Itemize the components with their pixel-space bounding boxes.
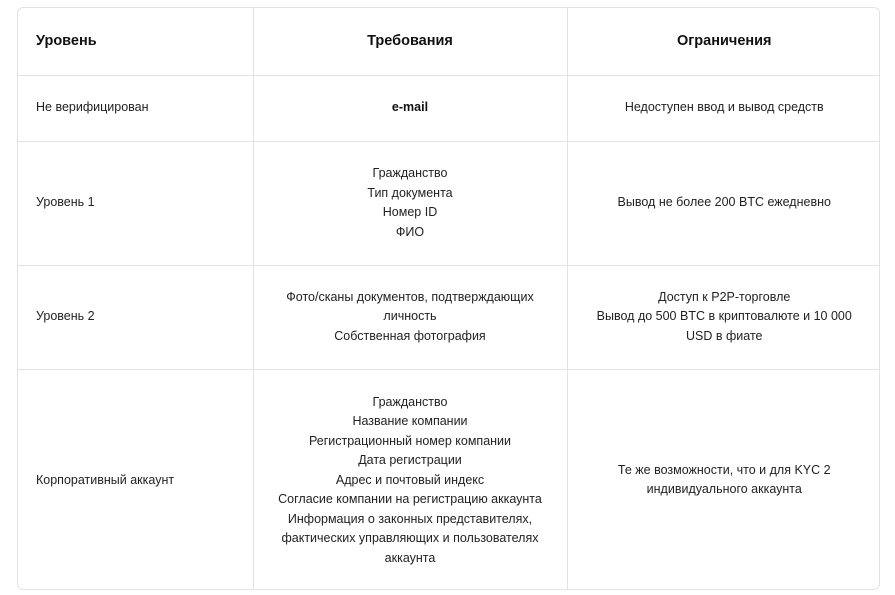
table-row <box>18 141 880 265</box>
requirement-line: Номер ID <box>382 205 438 219</box>
requirement-line: Название компании <box>352 414 468 428</box>
requirements-cell <box>253 141 567 265</box>
header-limits: Ограничения <box>567 8 880 75</box>
requirement-line: e-mail <box>391 100 429 115</box>
requirement-line: Фото/сканы документов, подтверждающих <box>286 289 534 304</box>
requirement-line: Гражданство <box>372 166 448 180</box>
requirement-line: Тип документа <box>367 185 453 200</box>
levels-table <box>18 8 880 590</box>
limit-line: Вывод до 500 BTC в криптовалюте и 10 000 <box>596 309 852 324</box>
requirement-line: Гражданство <box>372 394 448 409</box>
requirement-line: Информация о законных представителях, <box>287 511 533 526</box>
requirement-line: личность <box>383 309 437 324</box>
requirement-line: Дата регистрации <box>358 453 462 467</box>
requirements-cell <box>253 75 567 141</box>
limit-line: индивидуального аккаунта <box>646 482 802 497</box>
level-cell: Уровень 1 <box>18 141 253 265</box>
requirements-cell <box>253 265 567 369</box>
requirement-line: ФИО <box>395 224 425 239</box>
requirement-line: Согласие компании на регистрацию аккаунта <box>278 492 542 506</box>
level-cell: Уровень 2 <box>18 265 253 369</box>
limits-cell <box>567 369 880 590</box>
requirements-cell <box>253 369 567 590</box>
level-cell: Корпоративный аккаунт <box>18 369 253 590</box>
header-row <box>18 8 880 75</box>
requirement-line: Собственная фотография <box>334 328 486 343</box>
table-row <box>18 75 880 141</box>
limit-line: USD в фиате <box>686 328 763 343</box>
limit-line: Доступ к P2P-торговле <box>658 289 791 304</box>
limit-line: Те же возможности, что и для KYC 2 <box>617 462 831 477</box>
requirement-line: аккаунта <box>384 550 436 565</box>
verification-levels-table <box>17 7 880 590</box>
limits-cell <box>567 75 880 141</box>
requirement-line: Адрес и почтовый индекс <box>335 472 485 487</box>
table-row <box>18 369 880 590</box>
header-level: Уровень <box>18 8 253 75</box>
limits-cell <box>567 265 880 369</box>
limit-line: Недоступен ввод и вывод средств <box>624 100 824 115</box>
table-row <box>18 265 880 369</box>
level-cell: Не верифицирован <box>18 75 253 141</box>
requirement-line: фактических управляющих и пользователях <box>281 531 539 545</box>
header-requirements: Требования <box>253 8 567 75</box>
limit-line: Вывод не более 200 BTC ежедневно <box>617 195 831 210</box>
requirement-line: Регистрационный номер компании <box>308 433 512 448</box>
limits-cell <box>567 141 880 265</box>
